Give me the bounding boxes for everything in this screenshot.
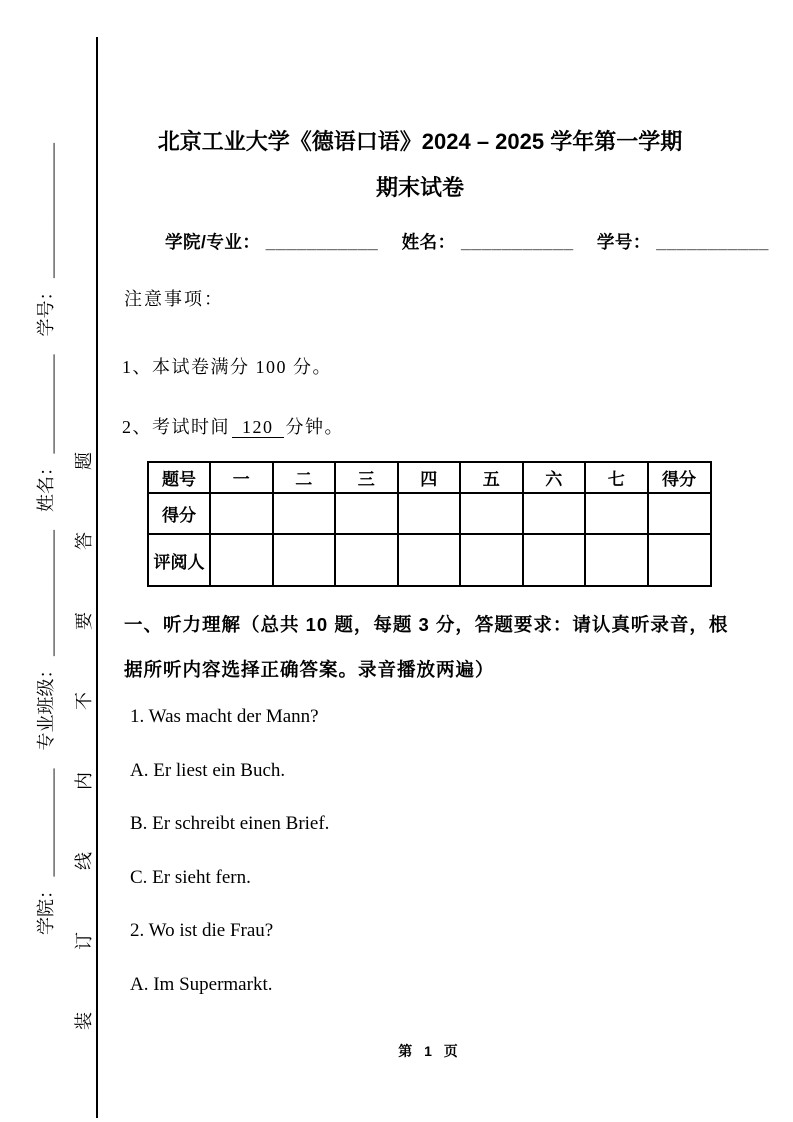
score-row-label: 得分	[148, 493, 210, 534]
student-info-line: 学院/专业： ___________ 姓名： ___________ 学号： ___________	[165, 232, 769, 252]
notice-item-1	[122, 353, 332, 379]
exam-subtitle: 期末试卷	[375, 175, 464, 200]
score-cell	[335, 493, 398, 534]
score-cell	[398, 493, 461, 534]
question-2-option-a: A. Im Supermarkt.	[130, 974, 273, 995]
section1-heading-line2: 据所听内容选择正确答案。录音播放两遍）	[124, 659, 495, 680]
question-2: 2. Wo ist die Frau?	[130, 920, 274, 941]
score-cell	[210, 534, 273, 586]
score-cell	[460, 534, 523, 586]
score-cell	[585, 493, 648, 534]
score-cell	[585, 534, 648, 586]
score-cell	[273, 534, 336, 586]
score-cell	[523, 493, 586, 534]
question-1-option-a: A. Er liest ein Buch.	[130, 760, 286, 781]
score-table-header-row	[148, 462, 711, 493]
score-table	[147, 461, 712, 587]
score-cell	[648, 493, 711, 534]
margin-student-fields: 学院： ____________ 专业班级： ______________ 姓名： ___________ 学号： _______________	[36, 143, 56, 935]
notice-heading: 注意事项：	[124, 289, 224, 309]
score-cell	[335, 534, 398, 586]
exam-title: 北京工业大学《德语口语》2024 – 2025 学年第一学期	[157, 129, 683, 154]
question-1-option-b: B. Er schreibt einen Brief.	[130, 813, 330, 834]
score-cell	[398, 534, 461, 586]
score-table-header-cell: 五	[460, 462, 523, 493]
notice-item-1-text: 1、本试卷满分 100 分。	[122, 357, 332, 377]
score-table-header-cell: 六	[523, 462, 586, 493]
score-table-header-cell: 三	[335, 462, 398, 493]
score-table-reviewer-row	[148, 534, 711, 586]
score-table-header-cell: 四	[398, 462, 461, 493]
question-1-option-c: C. Er sieht fern.	[130, 867, 251, 888]
binding-warning-text: 装订线内不要答题	[74, 390, 94, 1030]
score-table-header-cell: 二	[273, 462, 336, 493]
score-table-header-cell: 得分	[648, 462, 711, 493]
score-table-score-row	[148, 493, 711, 534]
score-cell	[648, 534, 711, 586]
score-cell	[523, 534, 586, 586]
score-table-header-cell: 题号	[148, 462, 210, 493]
score-cell	[273, 493, 336, 534]
notice-item-2-text: 2、考试时间	[122, 417, 230, 437]
score-cell	[460, 493, 523, 534]
page-number: 第 1 页	[398, 1043, 462, 1059]
reviewer-row-label: 评阅人	[148, 534, 210, 586]
notice-item-2: 2、考试时间 120 分钟。	[122, 417, 344, 437]
question-1: 1. Was macht der Mann?	[130, 706, 319, 727]
score-table-header-cell: 一	[210, 462, 273, 493]
section1-heading-line1: 一、听力理解（总共 10 题，每题 3 分，答题要求：请认真听录音，根	[124, 614, 729, 635]
notice-item-2-duration-value: 120	[232, 417, 284, 438]
score-cell	[210, 493, 273, 534]
score-table-header-cell: 七	[585, 462, 648, 493]
